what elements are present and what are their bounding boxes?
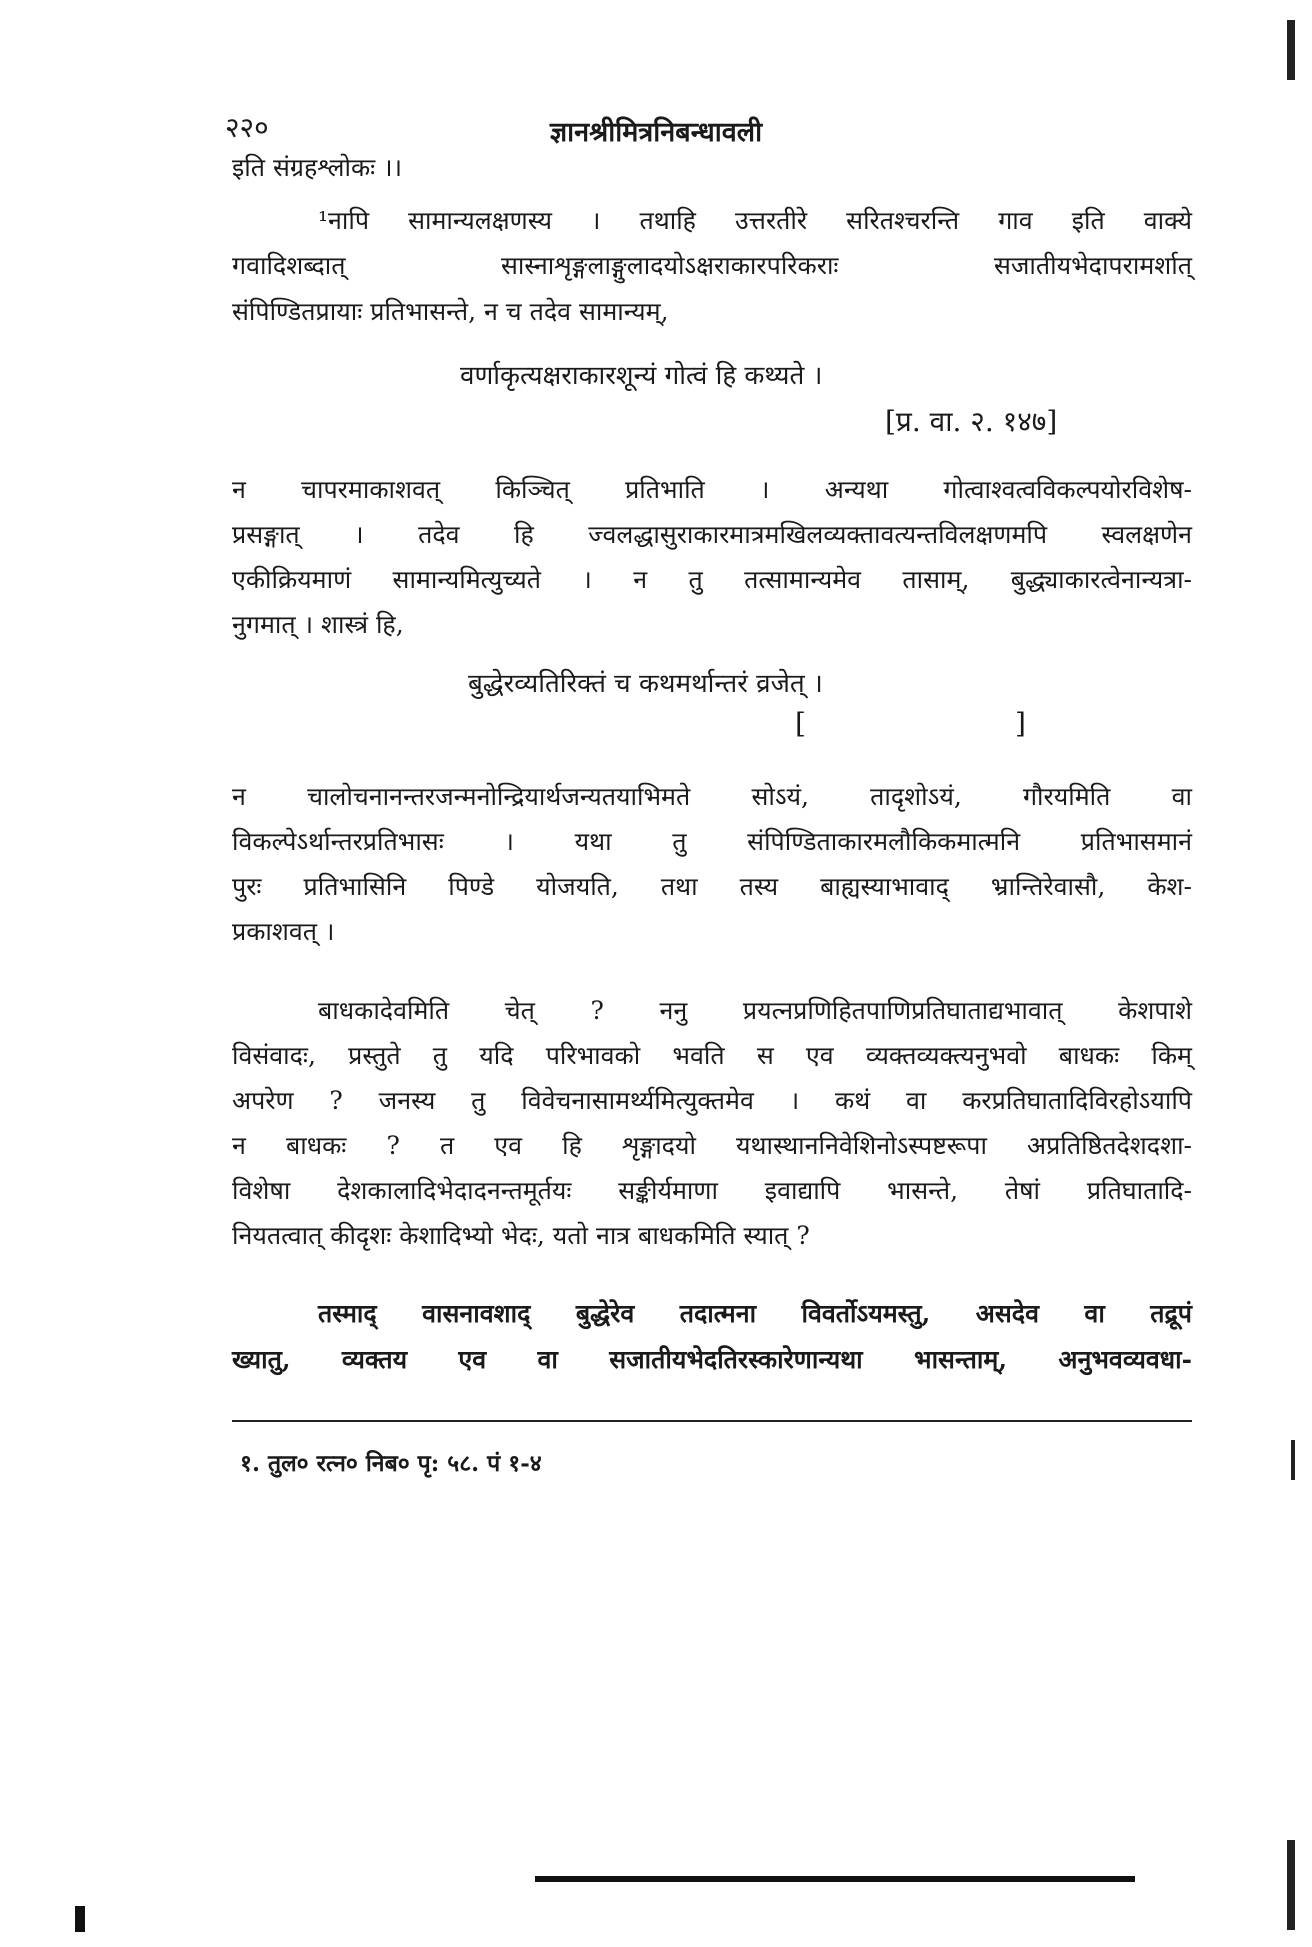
- edge-mark: [1287, 1840, 1295, 1930]
- verse-reference: [प्र. वा. २. १४७]: [885, 405, 1058, 438]
- intro-line: इति संग्रहश्लोकः ।।: [232, 153, 403, 182]
- text-line: न चापरमाकाशवत् किञ्चित् प्रतिभाति । अन्यथा गोत्वाश्वत्वविकल्पयोरविशेष-: [232, 475, 1192, 504]
- text-line: विसंवादः, प्रस्तुते तु यदि परिभावको भवति स एव व्यक्तव्यक्त्यनुभवो बाधकः किम्: [232, 1041, 1192, 1070]
- running-head-title: ज्ञानश्रीमित्रनिबन्धावली: [549, 117, 763, 148]
- verse-reference-open: [: [795, 707, 806, 740]
- text-line: प्रकाशवत् ।: [232, 917, 335, 946]
- corner-mark: [75, 1906, 85, 1932]
- bottom-bar: [535, 1876, 1135, 1882]
- footnote-rule: [232, 1420, 1192, 1422]
- edge-mark: [1291, 1440, 1295, 1480]
- text-line: संपिण्डितप्रायाः प्रतिभासन्ते, न च तदेव सामान्यम्,: [232, 297, 669, 326]
- verse-reference-close: ]: [1015, 707, 1026, 740]
- text-line: विकल्पेऽर्थान्तरप्रतिभासः । यथा तु संपिण्डिताकारमलौकिकमात्मनि प्रतिभासमानं: [232, 827, 1192, 856]
- edge-mark: [1287, 20, 1295, 80]
- text-line: बाधकादेवमिति चेत् ? ननु प्रयत्नप्रणिहितपाणिप्रतिघाताद्यभावात् केशपाशे: [318, 996, 1192, 1025]
- page-number: २२०: [225, 111, 269, 144]
- text-line: अपरेण ? जनस्य तु विवेचनासामर्थ्यमित्युक्तमेव । कथं वा करप्रतिघातादिविरहोऽयापि: [232, 1086, 1192, 1115]
- text-line: ¹नापि सामान्यलक्षणस्य । तथाहि उत्तरतीरे सरितश्चरन्ति गाव इति वाक्ये: [318, 206, 1192, 235]
- text-line: न बाधकः ? त एव हि शृङ्गादयो यथास्थाननिवेशिनोऽस्पष्टरूपा अप्रतिष्ठितदेशदशा-: [232, 1131, 1192, 1160]
- footnote: १. तुल० रत्न० निब० पृ: ५८. पं १-४: [240, 1450, 542, 1477]
- text-line: ख्यातु, व्यक्तय एव वा सजातीयभेदतिरस्कारेणान्यथा भासन्ताम्, अनुभवव्यवधा-: [232, 1345, 1192, 1374]
- verse-line: बुद्धेरव्यतिरिक्तं च कथमर्थान्तरं व्रजेत् ।: [468, 669, 823, 699]
- text-line: नियतत्वात् कीदृशः केशादिभ्यो भेदः, यतो नात्र बाधकमिति स्यात् ?: [232, 1221, 810, 1250]
- text-line: एकीक्रियमाणं सामान्यमित्युच्यते । न तु तत्सामान्यमेव तासाम्, बुद्ध्याकारत्वेनान्यत्रा-: [232, 565, 1192, 594]
- verse-line: वर्णाकृत्यक्षराकारशून्यं गोत्वं हि कथ्यते ।: [460, 361, 823, 391]
- text-line: पुरः प्रतिभासिनि पिण्डे योजयति, तथा तस्य बाह्यस्याभावाद् भ्रान्तिरेवासौ, केश-: [232, 872, 1192, 901]
- text-line: प्रसङ्गात् । तदेव हि ज्वलद्धासुराकारमात्रमखिलव्यक्तावत्यन्तविलक्षणमपि स्वलक्षणेन: [232, 520, 1192, 549]
- text-line: नुगमात् । शास्त्रं हि,: [232, 610, 404, 639]
- text-line: गवादिशब्दात् सास्नाशृङ्गलाङ्गुलादयोऽक्षराकारपरिकराः सजातीयभेदापरामर्शात्: [232, 251, 1192, 280]
- text-line: तस्माद् वासनावशाद् बुद्धेरेव तदात्मना विवर्तोऽयमस्तु, असदेव वा तद्रूपं: [318, 1299, 1192, 1328]
- text-line: न चालोचनानन्तरजन्मनोन्द्रियार्थजन्यतयाभिमते सोऽयं, तादृशोऽयं, गौरयमिति वा: [232, 782, 1192, 811]
- text-line: विशेषा देशकालादिभेदादनन्तमूर्तयः सङ्कीर्यमाणा इवाद्यापि भासन्ते, तेषां प्रतिघातादि-: [232, 1176, 1192, 1205]
